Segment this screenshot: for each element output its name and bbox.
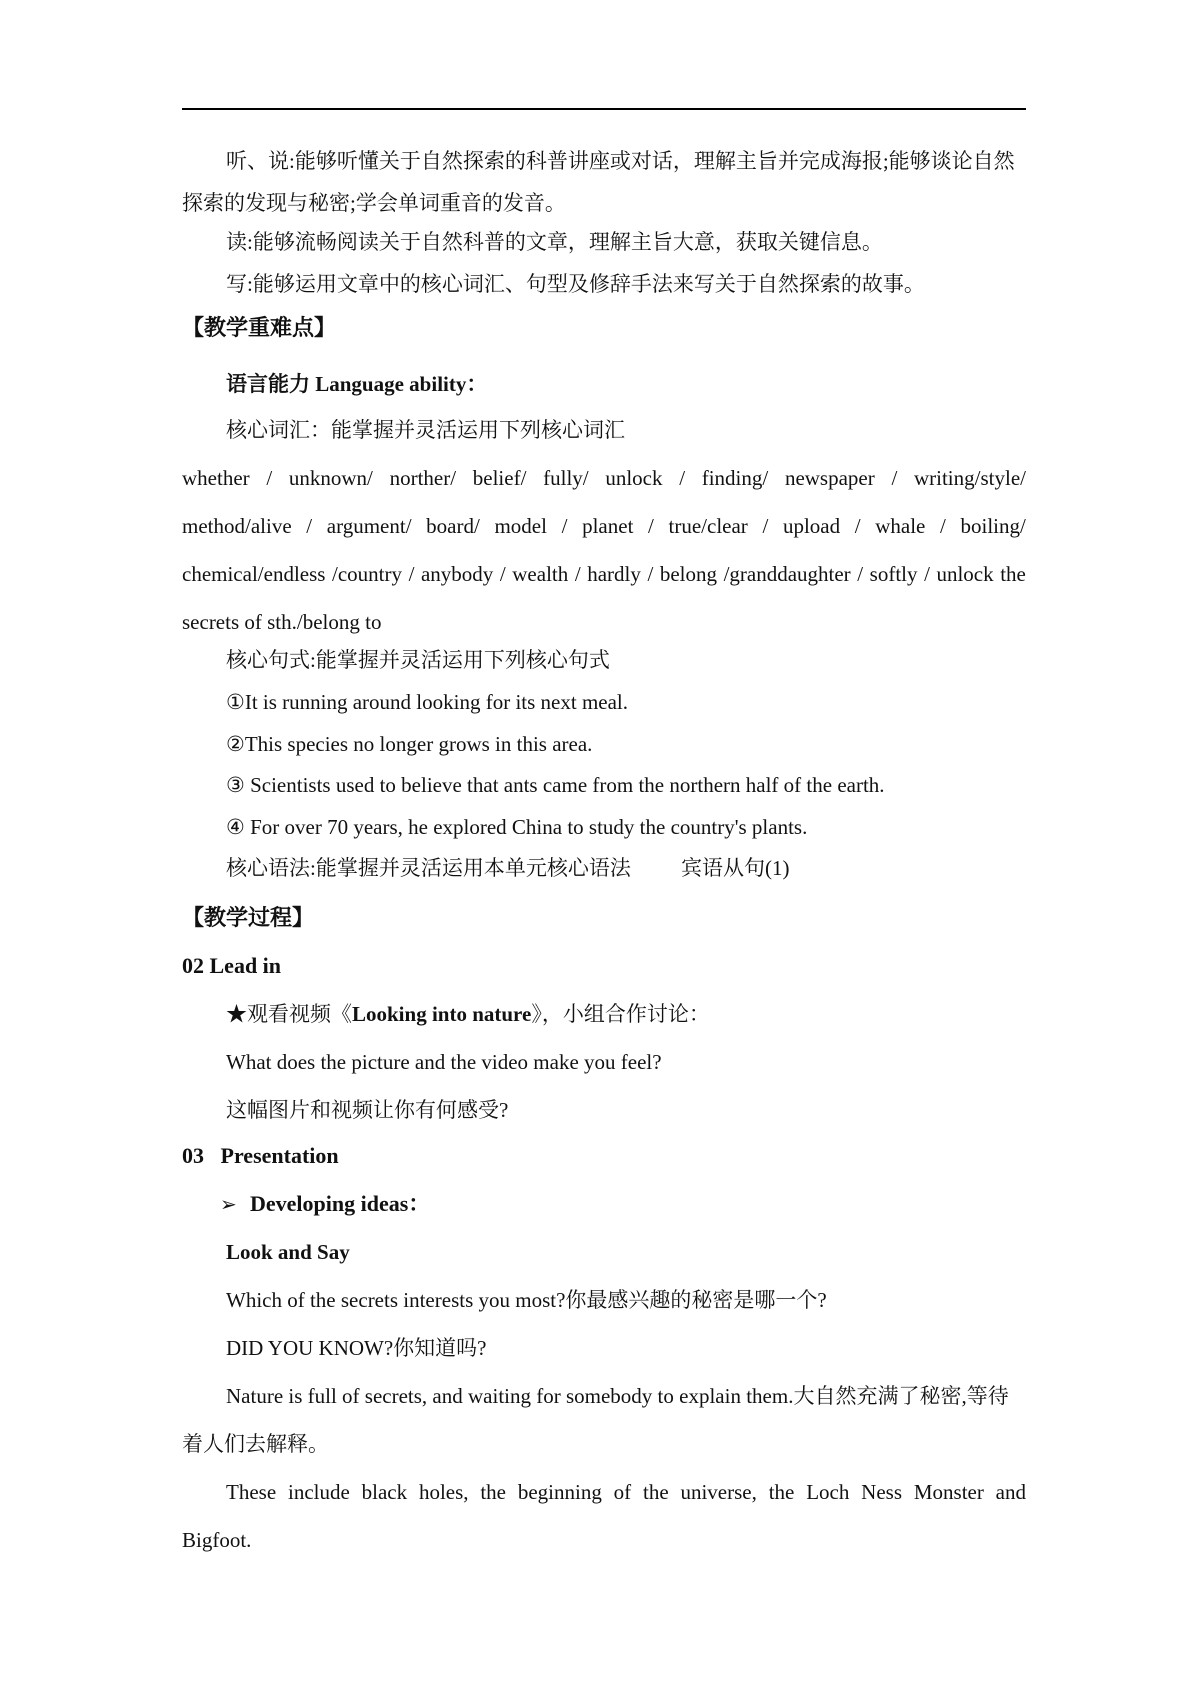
lead-in-heading: 02 Lead in bbox=[182, 953, 282, 978]
objective-read: 读:能够流畅阅读关于自然科普的文章，理解主旨大意，获取关键信息。 bbox=[226, 230, 883, 254]
word: the bbox=[768, 1480, 795, 1504]
word: newspaper bbox=[784, 466, 875, 490]
word: the bbox=[1000, 562, 1026, 586]
lead-in-question-en: What does the picture and the video make you feel? bbox=[226, 1050, 662, 1074]
word: include bbox=[287, 1480, 350, 1504]
word: / bbox=[306, 514, 313, 538]
word: board/ bbox=[426, 514, 480, 538]
word: / bbox=[857, 562, 864, 586]
objective-listen-speak-line2: 探索的发现与秘密;学会单词重音的发音。 bbox=[182, 191, 566, 215]
word: fully/ bbox=[543, 466, 589, 490]
word: / bbox=[762, 514, 769, 538]
word: softly bbox=[869, 562, 918, 586]
look-and-say-heading: Look and Say bbox=[226, 1240, 350, 1264]
paragraph-nature-line2: 着人们去解释。 bbox=[182, 1432, 329, 1456]
language-ability-label: 语言能力 Language ability： bbox=[226, 372, 488, 396]
word: / bbox=[648, 514, 654, 538]
word: / bbox=[574, 562, 581, 586]
sentence-3: ③ Scientists used to believe that ants came from the northern half of the earth. bbox=[226, 773, 885, 797]
core-grammar-label: 核心语法:能掌握并灵活运用本单元核心语法 bbox=[226, 856, 631, 880]
core-sentences-label: 核心句式:能掌握并灵活运用下列核心句式 bbox=[226, 648, 610, 672]
word: unknown/ bbox=[288, 466, 373, 490]
word: / bbox=[408, 562, 415, 586]
lead-in-task bbox=[226, 1000, 710, 1028]
paragraph-text: Nature is full of secrets, and waiting for somebody to explain them.大自然充满了秘密,等待 bbox=[226, 1384, 1009, 1408]
arrow-bullet-icon: ➢ bbox=[220, 1194, 237, 1216]
presentation-heading: 03 Presentation bbox=[182, 1143, 339, 1168]
section-heading-key-points: 【教学重难点】 bbox=[182, 315, 337, 340]
word: Ness bbox=[861, 1480, 903, 1504]
word: / bbox=[940, 514, 946, 538]
word: method/alive bbox=[182, 514, 292, 538]
sentence-1: ①It is running around looking for its next meal. bbox=[226, 690, 629, 714]
word: / bbox=[924, 562, 930, 586]
vocab-line-4: secrets of sth./belong to bbox=[182, 610, 382, 634]
developing-ideas-row bbox=[220, 1190, 430, 1219]
word: hardly bbox=[587, 562, 641, 586]
word: holes, bbox=[418, 1480, 469, 1504]
word: / bbox=[891, 466, 898, 490]
word: / bbox=[854, 514, 861, 538]
video-title: Looking into nature bbox=[352, 1002, 532, 1026]
vocab-line-1 bbox=[182, 464, 1026, 492]
word: upload bbox=[782, 514, 841, 538]
objective-write: 写:能够运用文章中的核心词汇、句型及修辞手法来写关于自然探索的故事。 bbox=[226, 272, 925, 296]
objective-text: 听、说:能够听懂关于自然探索的科普讲座或对话，理解主旨并完成海报;能够谈论自然 bbox=[226, 149, 1015, 173]
word: unlock bbox=[936, 562, 994, 586]
word: norther/ bbox=[389, 466, 457, 490]
word: / bbox=[679, 466, 686, 490]
word: / bbox=[561, 514, 568, 538]
word: anybody bbox=[420, 562, 494, 586]
word: unlock bbox=[605, 466, 663, 490]
word: beginning bbox=[517, 1480, 602, 1504]
word: /country bbox=[332, 562, 402, 586]
objective-listen-speak-line1 bbox=[182, 147, 1026, 175]
word: whether bbox=[182, 466, 250, 490]
vocab-line-2 bbox=[182, 512, 1026, 540]
word: / bbox=[647, 562, 654, 586]
word: whale bbox=[875, 514, 926, 538]
word: argument/ bbox=[326, 514, 412, 538]
word: writing/style/ bbox=[913, 466, 1026, 490]
word: Monster bbox=[913, 1480, 984, 1504]
word: boiling/ bbox=[960, 514, 1026, 538]
word: of bbox=[613, 1480, 632, 1504]
word: black bbox=[361, 1480, 408, 1504]
word: the bbox=[642, 1480, 669, 1504]
paragraph-nature-line1 bbox=[182, 1382, 1026, 1410]
word: Loch bbox=[806, 1480, 850, 1504]
question-secrets: Which of the secrets interests you most?你最感兴趣的秘密是哪一个? bbox=[226, 1288, 827, 1312]
sentence-4: ④ For over 70 years, he explored China to study the country's plants. bbox=[226, 815, 808, 839]
section-heading-process: 【教学过程】 bbox=[182, 905, 315, 930]
word: finding/ bbox=[701, 466, 769, 490]
word: / bbox=[499, 562, 506, 586]
word: / bbox=[266, 466, 273, 490]
core-vocab-label: 核心词汇：能掌握并灵活运用下列核心词汇 bbox=[226, 418, 625, 442]
word: belong bbox=[659, 562, 717, 586]
word: the bbox=[480, 1480, 506, 1504]
word: universe, bbox=[680, 1480, 757, 1504]
word: chemical/endless bbox=[182, 562, 326, 586]
header-rule bbox=[182, 108, 1026, 110]
task-suffix: 》，小组合作讨论： bbox=[531, 1002, 710, 1026]
paragraph-include-line2: Bigfoot. bbox=[182, 1528, 252, 1552]
word: true/clear bbox=[668, 514, 748, 538]
task-prefix: ★观看视频《 bbox=[226, 1002, 352, 1026]
word: planet bbox=[582, 514, 634, 538]
word: /granddaughter bbox=[723, 562, 851, 586]
word: and bbox=[995, 1480, 1026, 1504]
developing-ideas-heading: Developing ideas： bbox=[250, 1191, 431, 1216]
core-grammar-value: 宾语从句(1) bbox=[681, 856, 790, 880]
vocab-line-3 bbox=[182, 560, 1026, 588]
word: These bbox=[226, 1480, 277, 1504]
did-you-know: DID YOU KNOW?你知道吗? bbox=[226, 1336, 487, 1360]
word: belief/ bbox=[472, 466, 527, 490]
lead-in-question-cn: 这幅图片和视频让你有何感受? bbox=[226, 1098, 509, 1122]
word: model bbox=[494, 514, 547, 538]
sentence-2: ②This species no longer grows in this area. bbox=[226, 732, 593, 756]
word: wealth bbox=[512, 562, 569, 586]
paragraph-include-line1 bbox=[226, 1478, 1026, 1506]
